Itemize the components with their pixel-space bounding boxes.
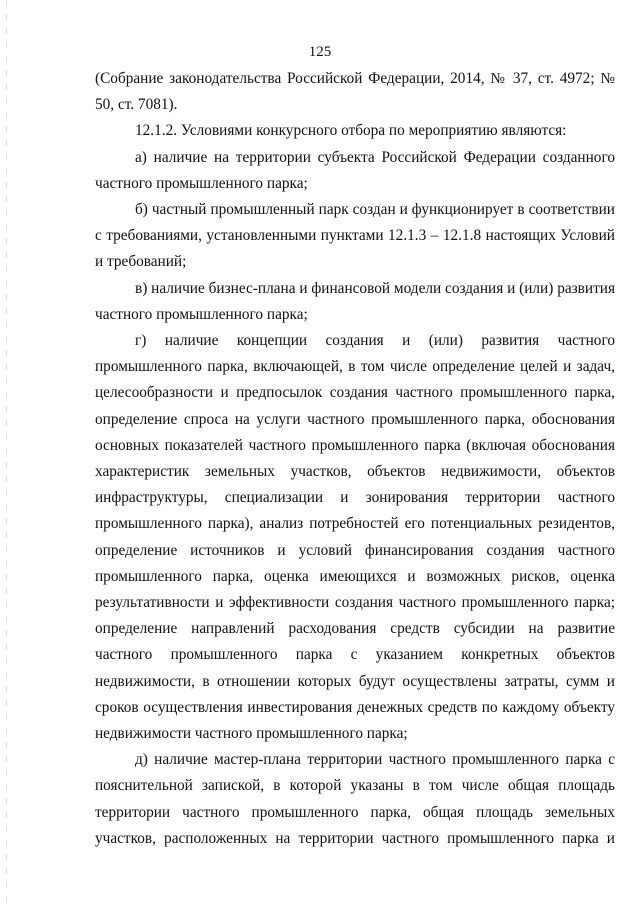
paragraph-citation: (Собрание законодательства Российской Федерации, 2014, № 37, ст. 4972; № 50, ст. 7081).	[95, 70, 615, 114]
page-number: 125	[308, 44, 332, 60]
scan-edge-mark	[6, 0, 7, 905]
paragraph-intro: 12.1.2. Условиями конкурсного отбора по мероприятию являются:	[135, 122, 567, 140]
paragraph-item-g: г) наличие концепции создания и (или) развития частного промышленного парка, включающей, в том числе определение целей и задач, целесообразности и предпосылок создания частного промышленного парка, определение спроса на услуги частного промышленного парка, обоснования основных показателей частного промышленного парка (включая обоснования характеристик земельных участков, объектов недвижимости, объектов инфраструктуры, специализации и зонирования территории частного промышленного парка), анализ потребностей его потенциальных резидентов, определение источников и условий финансирования создания частного промышленного парка, оценка имеющихся и возможных рисков, оценка результативности и эффективности создания частного промышленного парка; определение направлений расходования средств субсидии на развитие частного промышленного парка с указанием конкретных объектов недвижимости, в отношении которых будут осуществлены затраты, сумм и сроков осуществления инвестирования денежных средств по каждому объекту недвижимости частного промышленного парка;	[95, 332, 615, 743]
document-body	[95, 66, 615, 852]
paragraph-item-a: а) наличие на территории субъекта Российской Федерации созданного частного промышленного парка;	[95, 148, 615, 192]
paragraph-item-d: д) наличие мастер-плана территории частного промышленного парка с пояснительной запиской, в которой указаны в том числе общая площадь территории частного промышленного парка, общая площадь земельных участков, расположенных на территории частного промышленного парка и	[95, 751, 615, 847]
paragraph-item-v: в) наличие бизнес-плана и финансовой модели создания и (или) развития частного промышленного парка;	[95, 279, 615, 323]
paragraph-item-b: б) частный промышленный парк создан и функционирует в соответствии с требованиями, установленными пунктами 12.1.3 – 12.1.8 настоящих Условий и требований;	[95, 201, 615, 271]
